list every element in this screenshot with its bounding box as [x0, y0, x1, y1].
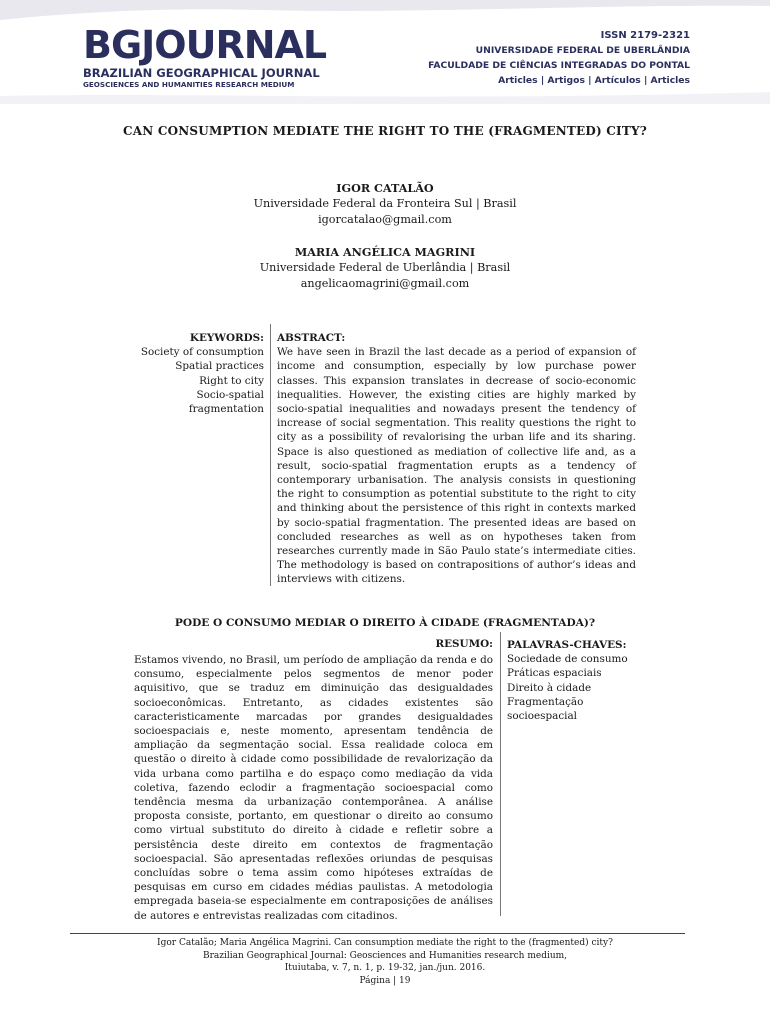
keyword-item: Society of consumption	[140, 346, 264, 359]
palavras-chaves-label: PALAVRAS-CHAVES:	[507, 639, 627, 651]
palavra-chave-item: Fragmentação	[507, 695, 584, 708]
logo-subtitle: BRAZILIAN GEOGRAPHICAL JOURNAL	[83, 66, 320, 80]
palavra-chave-item: Sociedade de consumo	[507, 653, 628, 666]
author-name: MARIA ANGÉLICA MAGRINI	[294, 245, 476, 259]
institution-block	[428, 28, 690, 88]
palavra-chave-item: socioespacial	[507, 710, 577, 723]
abstract-text: We have seen in Brazil the last decade as a period of expansion of income and consumption, especially by low purchase power classes. This expansion translates in decrease of socio-economic inequalities. However, the existing cities are highly marked by socio-spatial inequalities and nowadays present the tendency of increase of social segmentation. This reality questions the right to city as a possibility of revalorising the urban life and its sharing. Space is also questioned as mediation of collective life and, as a result, socio-spatial fragmentation erupts as a tendency of contemporary urbanisation. The analysis consists in questioning the right to consumption as potential substitute to the right to city and thinking about the persistence of this right in contexts marked by socio-spatial fragmentation. The presented ideas are based on concluded researches as well as on hypotheses taken from researches currently made in São Paulo state’s intermediate cities. The methodology is based on contrapositions of author’s ideas and interviews with citizens.	[277, 346, 636, 586]
author-email: angelicaomagrini@gmail.com	[300, 277, 470, 290]
palavra-chave-item: Direito à cidade	[507, 681, 592, 694]
faculty-name: FACULDADE DE CIÊNCIAS INTEGRADAS DO PONTAL	[428, 60, 690, 71]
section-label: Articles | Artigos | Artículos | Articles	[498, 75, 690, 86]
article-title: CAN CONSUMPTION MEDIATE THE RIGHT TO THE (FRAGMENTED) CITY?	[123, 124, 647, 138]
citation-line: Ituiutaba, v. 7, n. 1, p. 19-32, jan./jun. 2016.	[284, 963, 486, 974]
logo-tagline: GEOSCIENCES AND HUMANITIES RESEARCH MEDIUM	[83, 80, 295, 89]
journal-logo	[83, 23, 333, 90]
university-name: UNIVERSIDADE FEDERAL DE UBERLÂNDIA	[475, 45, 690, 56]
author-affiliation: Universidade Federal de Uberlândia | Brasil	[259, 261, 511, 274]
portuguese-title: PODE O CONSUMO MEDIAR O DIREITO À CIDADE (FRAGMENTADA)?	[174, 617, 596, 629]
keyword-item: Spatial practices	[175, 360, 264, 373]
citation-line: Igor Catalão; Maria Angélica Magrini. Can consumption mediate the right to the (fragmented) city?	[157, 938, 613, 948]
citation-footer	[0, 937, 770, 987]
column-divider	[500, 632, 501, 916]
author-block-1	[0, 180, 770, 228]
author-name: IGOR CATALÃO	[336, 181, 434, 195]
journal-header	[0, 0, 770, 104]
citation-line: Brazilian Geographical Journal: Geosciences and Humanities research medium,	[202, 950, 568, 961]
author-affiliation: Universidade Federal da Fronteira Sul | Brasil	[253, 197, 517, 210]
palavra-chave-item: Práticas espaciais	[507, 667, 602, 680]
keyword-item: fragmentation	[188, 403, 264, 416]
resumo-text: Estamos vivendo, no Brasil, um período de ampliação da renda e do consumo, especialmente pelos segmentos de menor poder aquisitivo, que se traduz em diminuição das desigualdades socioeconômicas. Entretanto, as cidades existentes são caracteristicamente marcadas por grandes desigualdades socioespaciais e, neste momento, apresentam tendência de ampliação da segmentação social. Essa realidade coloca em questão o direito à cidade como possibilidade de revalorização da vida urbana como partilha e do espaço como mediação da vida coletiva, fazendo eclodir a fragmentação socioespacial como tendência mesma da urbanização contemporânea. A análise proposta consiste, portanto, em questionar o direito ao consumo como virtual substituto do direito à cidade e refletir sobre a persistência deste direito em contextos de fragmentação socioespacial. São apresentadas reflexões oriundas de pesquisas concluídas sobre o tema assim como hipóteses extraídas de pesquisas em curso em cidades médias paulistas. A metodologia empregada baseia-se especialmente em contraposições de análises de autores e entrevistas realizadas com citadinos.	[134, 654, 493, 922]
keywords-block	[110, 331, 264, 416]
palavras-chaves-block	[507, 638, 647, 723]
issn: ISSN 2179-2321	[600, 30, 690, 41]
keyword-item: Socio-spatial	[196, 388, 264, 401]
author-block-2	[0, 244, 770, 292]
abstract-label: ABSTRACT:	[277, 332, 346, 344]
page-number: Página | 19	[359, 975, 411, 986]
keywords-label: KEYWORDS:	[189, 332, 264, 344]
column-divider	[270, 324, 271, 586]
keyword-item: Right to city	[199, 374, 264, 387]
resumo-label: RESUMO:	[435, 638, 493, 650]
author-email: igorcatalao@gmail.com	[318, 213, 452, 226]
footer-divider	[70, 933, 685, 934]
abstract-block	[277, 331, 636, 587]
logo-wordmark: BGJOURNAL	[83, 23, 327, 67]
